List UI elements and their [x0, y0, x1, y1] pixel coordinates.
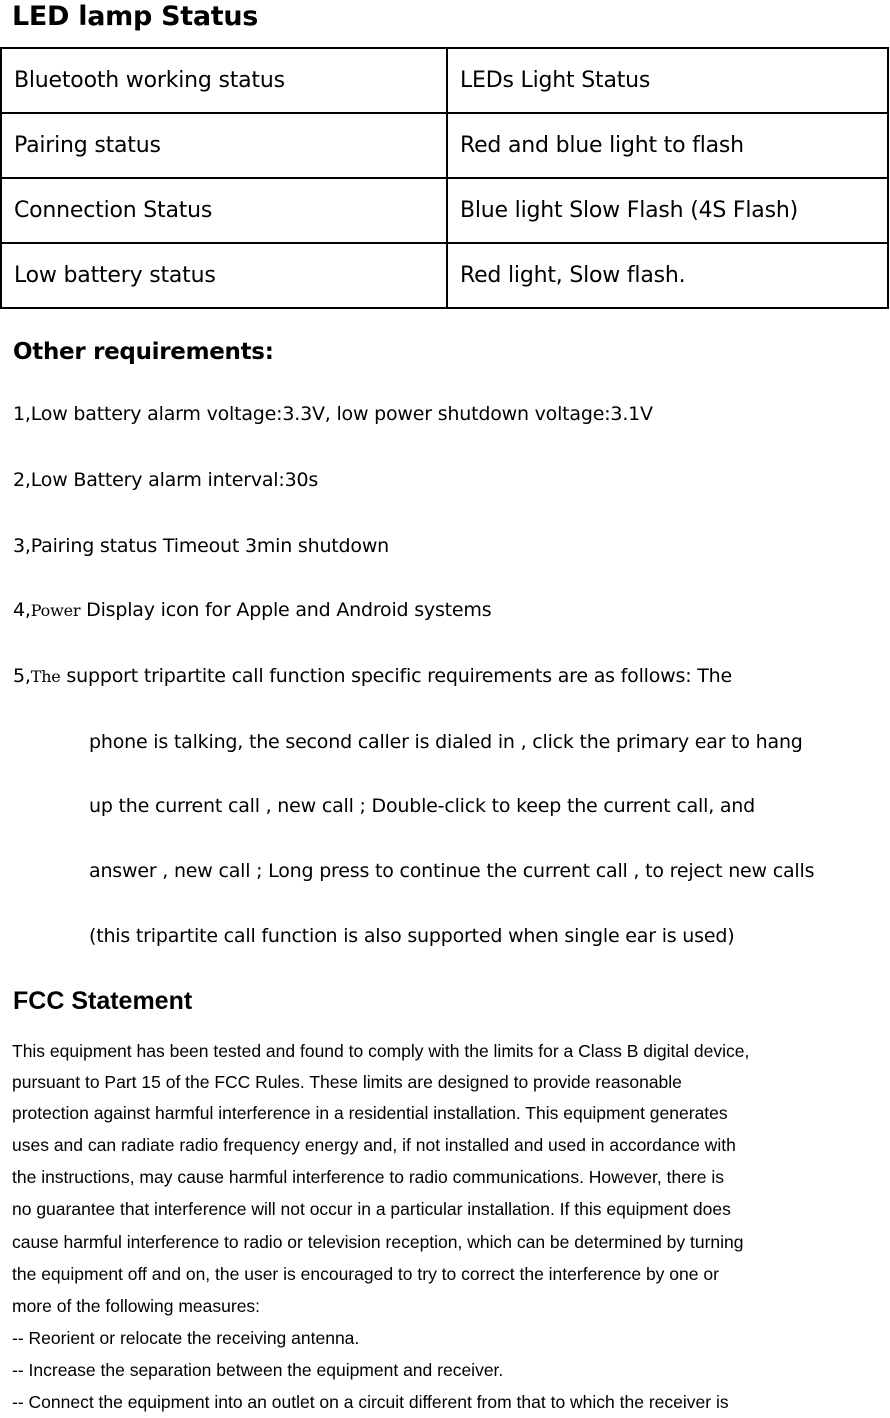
fcc-text-line: the instructions, may cause harmful interference to radio communications. However, there is — [12, 1167, 724, 1187]
led-status-table — [0, 47, 889, 309]
table-cell: Blue light Slow Flash (4S Flash) — [447, 178, 888, 243]
item-text: Low battery alarm voltage:3.3V, low power shutdown voltage:3.1V — [30, 403, 653, 425]
table-header-cell: Bluetooth working status — [1, 48, 447, 113]
item-number: 3, — [13, 535, 31, 557]
table-header-cell: LEDs Light Status — [447, 48, 888, 113]
table-cell: Low battery status — [1, 243, 447, 308]
item-continuation-line: (this tripartite call function is also supported when single ear is used) — [89, 925, 735, 947]
table-cell: Pairing status — [1, 113, 447, 178]
table-cell: Red and blue light to flash — [447, 113, 888, 178]
item-number: 4, — [13, 599, 31, 621]
item-number: 5, — [13, 665, 31, 687]
item-text: support tripartite call function specific requirements are as follows: The — [60, 665, 732, 687]
item-continuation-line: up the current call , new call ; Double-click to keep the current call, and — [89, 795, 756, 817]
item-number: 1, — [13, 403, 31, 425]
table-row — [1, 243, 888, 308]
item-lead: Power — [30, 601, 81, 620]
other-requirements-heading: Other requirements: — [13, 339, 274, 365]
requirement-item — [13, 596, 491, 625]
fcc-text-line: the equipment off and on, the user is encouraged to try to correct the interference by one or — [12, 1264, 719, 1284]
table-row — [1, 113, 888, 178]
requirement-item — [13, 532, 389, 560]
requirement-item — [13, 662, 732, 691]
fcc-text-line: cause harmful interference to radio or television reception, which can be determined by turning — [12, 1232, 744, 1252]
fcc-text-line: protection against harmful interference in a residential installation. This equipment generates — [12, 1103, 728, 1123]
table-row — [1, 178, 888, 243]
fcc-text-line: -- Increase the separation between the equipment and receiver. — [12, 1360, 504, 1380]
table-header-row — [1, 48, 888, 113]
fcc-text-line: more of the following measures: — [12, 1296, 261, 1316]
fcc-text-line: uses and can radiate radio frequency energy and, if not installed and used in accordance with — [12, 1135, 736, 1155]
led-status-heading: LED lamp Status — [12, 1, 259, 32]
fcc-text-line: pursuant to Part 15 of the FCC Rules. These limits are designed to provide reasonable — [12, 1072, 682, 1092]
item-text: Low Battery alarm interval:30s — [30, 469, 319, 491]
fcc-text-line: no guarantee that interference will not occur in a particular installation. If this equipment does — [12, 1199, 731, 1219]
requirement-item — [13, 466, 318, 494]
item-lead: The — [30, 667, 61, 686]
item-continuation-line: phone is talking, the second caller is dialed in , click the primary ear to hang — [89, 731, 803, 753]
requirement-item — [13, 400, 653, 428]
item-text: Pairing status Timeout 3min shutdown — [30, 535, 390, 557]
table-cell: Red light, Slow flash. — [447, 243, 888, 308]
fcc-heading: FCC Statement — [13, 987, 193, 1015]
fcc-text-line: -- Connect the equipment into an outlet on a circuit different from that to which the receiver is — [12, 1392, 729, 1412]
fcc-text-line: This equipment has been tested and found to comply with the limits for a Class B digital device, — [12, 1041, 750, 1061]
table-cell: Connection Status — [1, 178, 447, 243]
item-continuation-line: answer , new call ; Long press to continue the current call , to reject new calls — [89, 860, 815, 882]
fcc-text-line: -- Reorient or relocate the receiving antenna. — [12, 1328, 360, 1348]
item-number: 2, — [13, 469, 31, 491]
item-text: Display icon for Apple and Android systems — [80, 599, 492, 621]
